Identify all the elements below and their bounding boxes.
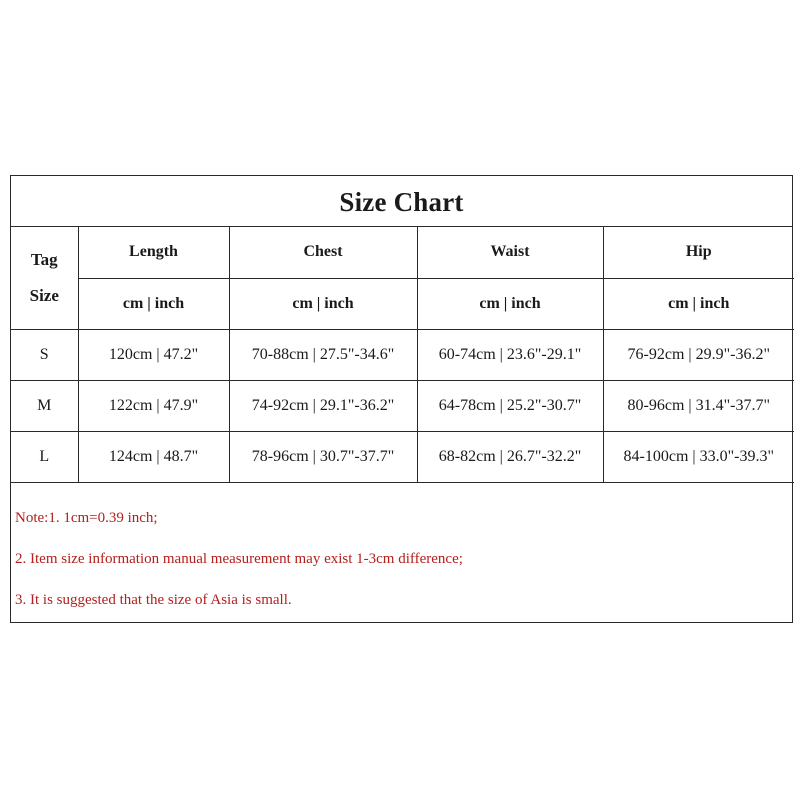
title-row	[11, 176, 792, 227]
waist-cell: 68-82cm | 26.7"-32.2"	[417, 431, 603, 482]
unit-chest: cm | inch	[229, 278, 417, 329]
size-cell: S	[11, 329, 78, 380]
size-table	[11, 227, 794, 483]
length-cell: 124cm | 48.7"	[78, 431, 229, 482]
unit-waist: cm | inch	[417, 278, 603, 329]
header-hip: Hip	[603, 227, 794, 278]
size-label: Size	[29, 285, 59, 305]
table-row	[11, 380, 794, 431]
unit-row	[11, 278, 794, 329]
header-length: Length	[78, 227, 229, 278]
size-cell: L	[11, 431, 78, 482]
waist-cell: 60-74cm | 23.6"-29.1"	[417, 329, 603, 380]
hip-cell: 76-92cm | 29.9"-36.2"	[603, 329, 794, 380]
note-1: Note:1. 1cm=0.39 inch;	[15, 510, 158, 526]
header-waist: Waist	[417, 227, 603, 278]
table-row	[11, 431, 794, 482]
size-chart	[10, 175, 793, 623]
notes-section	[11, 482, 792, 622]
tag-label: Tag	[30, 249, 58, 269]
waist-cell: 64-78cm | 25.2"-30.7"	[417, 380, 603, 431]
chest-cell: 74-92cm | 29.1"-36.2"	[229, 380, 417, 431]
header-chest: Chest	[229, 227, 417, 278]
length-cell: 120cm | 47.2"	[78, 329, 229, 380]
unit-hip: cm | inch	[603, 278, 794, 329]
hip-cell: 80-96cm | 31.4"-37.7"	[603, 380, 794, 431]
unit-length: cm | inch	[78, 278, 229, 329]
table-row	[11, 329, 794, 380]
chest-cell: 70-88cm | 27.5"-34.6"	[229, 329, 417, 380]
header-row	[11, 227, 794, 278]
chart-title: Size Chart	[339, 186, 464, 217]
note-3: 3. It is suggested that the size of Asia is small.	[15, 592, 292, 608]
hip-cell: 84-100cm | 33.0"-39.3"	[603, 431, 794, 482]
chest-cell: 78-96cm | 30.7"-37.7"	[229, 431, 417, 482]
size-cell: M	[11, 380, 78, 431]
tag-size-header	[11, 227, 78, 329]
note-2: 2. Item size information manual measurement may exist 1-3cm difference;	[15, 551, 463, 567]
length-cell: 122cm | 47.9"	[78, 380, 229, 431]
